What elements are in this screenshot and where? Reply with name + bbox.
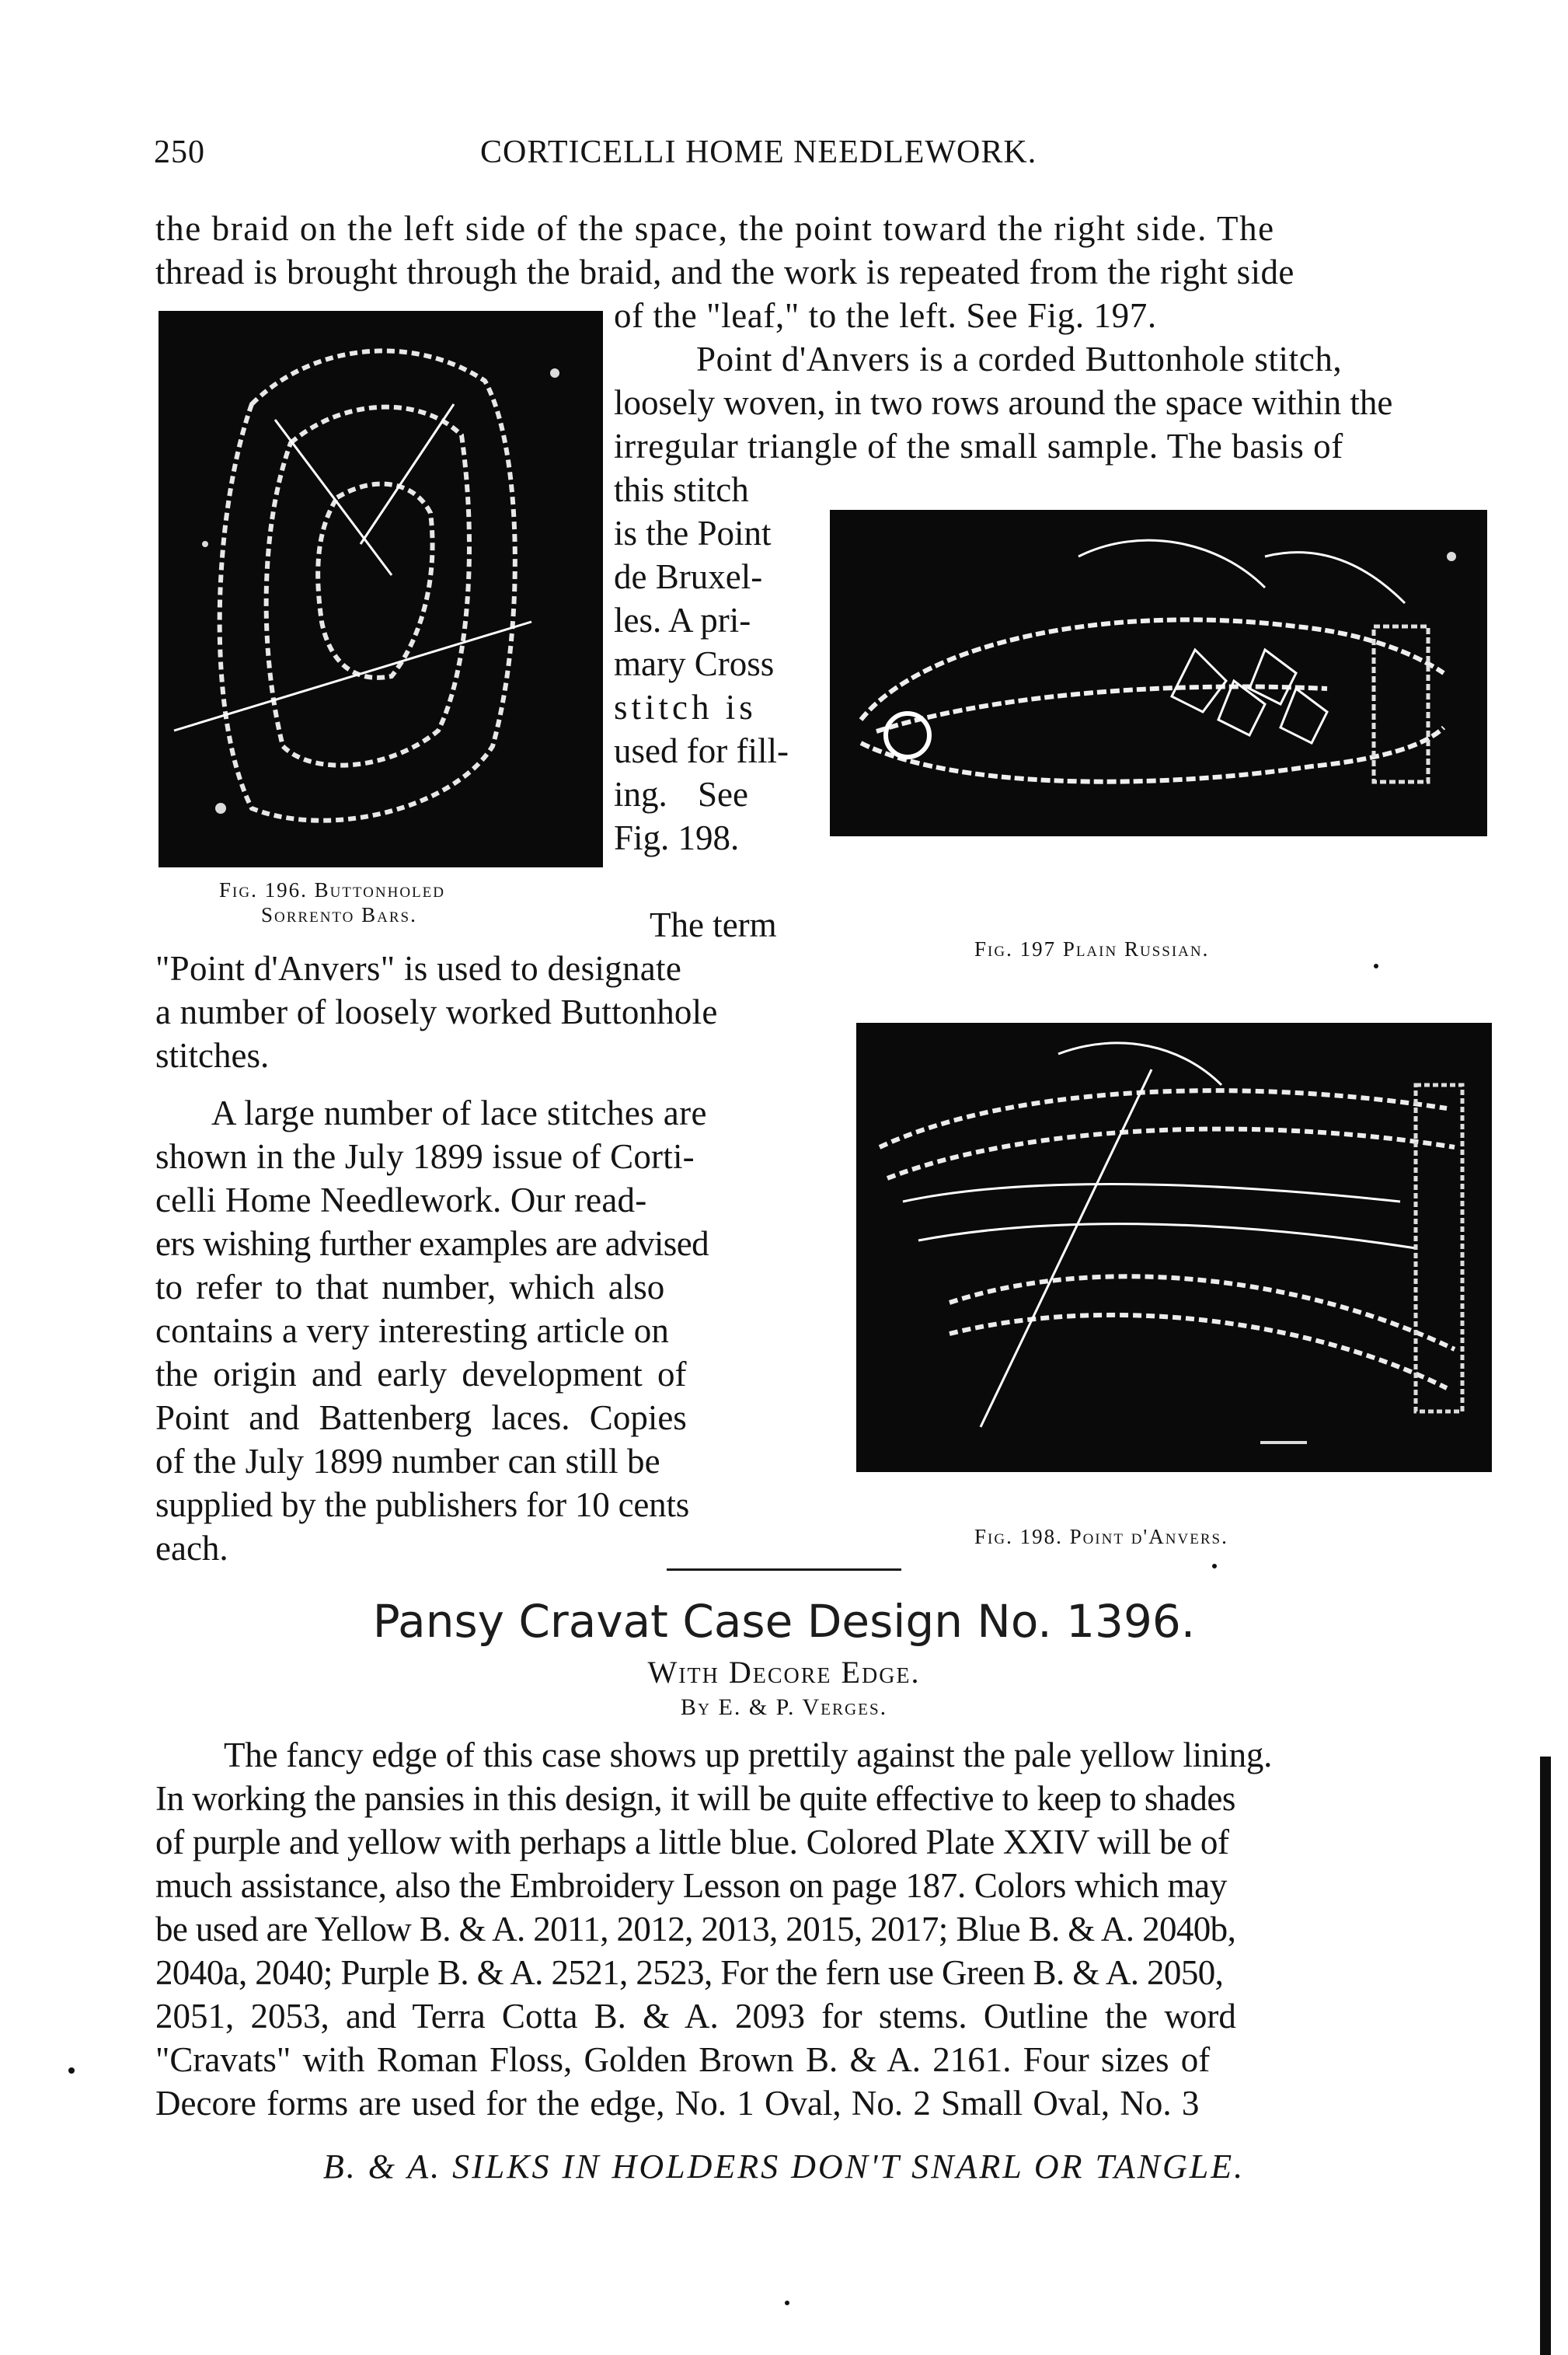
text-line: be used are Yellow B. & A. 2011, 2012, 2013, 2015, 2017; Blue B. & A. 2040b, [155,1910,1236,1949]
text-line: stitches. [155,1036,270,1075]
text-line: The term [650,905,777,944]
running-title: CORTICELLI HOME NEEDLEWORK. [480,134,1037,170]
text-line: the braid on the left side of the space, the point toward the right side. The [155,209,1275,248]
buttonholed-sorrento-bars-drawing [159,311,603,867]
text-line: 2040a, 2040; Purple B. & A. 2521, 2523, For the fern use Green B. & A. 2050, [155,1953,1224,1992]
text-line: de Bruxel- [614,557,763,596]
figure-197-caption: Fig. 197 Plain Russian. [974,937,1210,961]
text-line: the origin and early development of [155,1355,687,1394]
figure-197-image [830,510,1487,836]
text-line: this stitch [614,470,749,509]
figure-198-image [856,1023,1492,1472]
text-line: of purple and yellow with perhaps a little blue. Colored Plate XXIV will be of [155,1823,1229,1861]
text-line: les. A pri- [614,601,751,640]
section-divider [667,1568,901,1571]
section-title: Pansy Cravat Case Design No. 1396. [372,1595,1196,1648]
text-line: stitch is [614,688,757,727]
scan-speck [785,2301,789,2305]
text-line: loosely woven, in two rows around the space within the [614,383,1393,422]
text-line: "Cravats" with Roman Floss, Golden Brown B. & A. 2161. Four sizes of [155,2040,1211,2079]
text-line: 2051, 2053, and Terra Cotta B. & A. 2093 for stems. Outline the word [155,1997,1236,2036]
page-number: 250 [154,134,205,170]
text-line: Fig. 198. [614,818,740,857]
text-line: used for fill- [614,731,789,770]
text-line: celli Home Needlework. Our read- [155,1181,647,1219]
text-line: A large number of lace stitches are [211,1094,707,1132]
text-line: Decore forms are used for the edge, No. 1 Oval, No. 2 Small Oval, No. 3 [155,2084,1200,2123]
text-line: a number of loosely worked Buttonhole [155,993,718,1031]
text-line: Point and Battenberg laces. Copies [155,1398,687,1437]
text-line: "Point d'Anvers" is used to designate [155,949,682,988]
section-subtitle: With Decore Edge. [647,1655,921,1690]
text-line: of the July 1899 number can still be [155,1442,660,1481]
section-byline: By E. & P. Verges. [680,1694,888,1720]
figure-196-image [159,311,603,867]
figure-196-caption: Fig. 196. Buttonholed [219,878,445,902]
text-line: is the Point [614,514,772,553]
text-line: supplied by the publishers for 10 cents [155,1485,690,1524]
figure-196-caption: Sorrento Bars. [261,903,417,926]
scan-edge-mark [1540,1757,1551,2355]
text-line: The fancy edge of this case shows up prettily against the pale yellow lining. [224,1736,1273,1774]
scan-speck [1374,964,1378,968]
text-line: much assistance, also the Embroidery Lesson on page 187. Colors which may [155,1866,1228,1905]
text-line: ers wishing further examples are advised [155,1224,709,1263]
footer-slogan: B. & A. SILKS IN HOLDERS DON'T SNARL OR TANGLE. [322,2147,1246,2186]
text-line: mary Cross [614,644,775,683]
text-line: each. [155,1529,228,1568]
scan-speck [68,2067,75,2074]
figure-198-caption: Fig. 198. Point d'Anvers. [974,1525,1228,1548]
text-line: ing. See [614,775,748,814]
text-line: thread is brought through the braid, and the work is repeated from the right side [155,253,1294,291]
text-line: Point d'Anvers is a corded Buttonhole stitch, [696,340,1343,379]
text-line: shown in the July 1899 issue of Corti- [155,1137,695,1176]
text-line: In working the pansies in this design, it will be quite effective to keep to shades [155,1779,1235,1818]
plain-russian-drawing [830,510,1487,836]
text-line: of the "leaf," to the left. See Fig. 197. [614,296,1157,335]
scan-speck [1212,1564,1217,1568]
text-line: contains a very interesting article on [155,1311,670,1350]
text-line: to refer to that number, which also [155,1268,665,1307]
text-line: irregular triangle of the small sample. The basis of [614,427,1343,466]
point-d-anvers-drawing [856,1023,1492,1472]
